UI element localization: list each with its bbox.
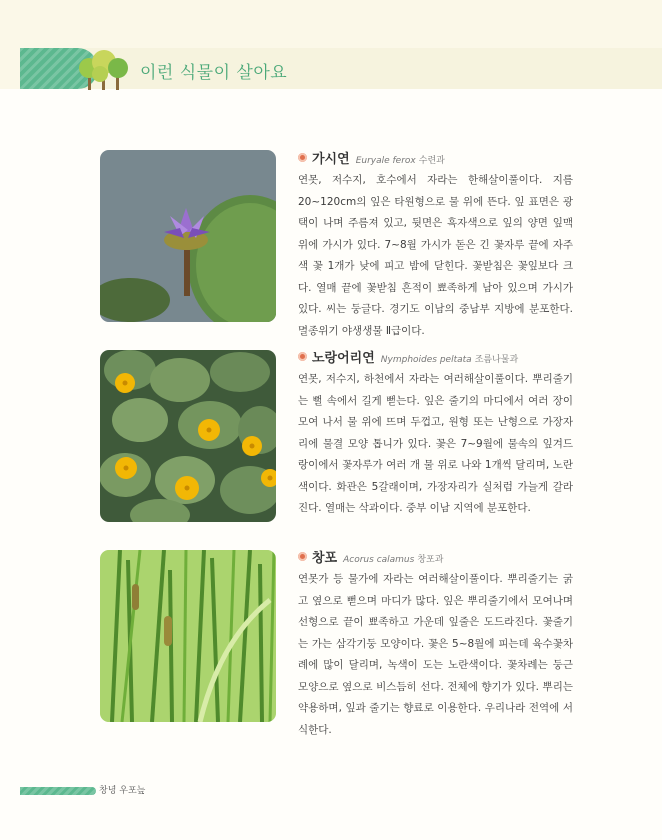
plant-korean-name: 창포	[312, 551, 338, 566]
plant-scientific-name: Euryale ferox	[355, 156, 416, 166]
plant-korean-name: 가시연	[312, 152, 350, 167]
plant-family: 조름나물과	[474, 355, 519, 365]
bullet-icon	[298, 153, 307, 162]
plant-korean-name: 노랑어리연	[312, 351, 375, 366]
nymphoides-photo	[100, 350, 276, 522]
plant-family: 수련과	[418, 156, 445, 166]
footer-text: 창녕 우포늪	[99, 786, 146, 796]
plant-description: 연못, 저수지, 하천에서 자라는 여러해살이풀이다. 뿌리줄기는 뻘 속에서 길게 뻗는다. 잎은 줄기의 마디에서 여러 장이 모여 나서 물 위에 뜨며 두껍고, 원형 또는 난형으로 가장자리에 물결 모양 톱니가 있다. 꽃은 7~9월에 물속의 잎겨드랑이에서 꽃자루가 여러 개 물 위로 나와 1개씩 달리며, 노란색이다. 화관은 5갈래이며, 가장자리가 실처럼 가늘게 갈라진다. 열매는 삭과이다. 중부 이남 지역에 분포한다.	[298, 373, 573, 514]
plant-name-heading	[298, 148, 445, 168]
trees-icon	[78, 44, 130, 92]
bullet-icon	[298, 552, 307, 561]
page-title: 이런 식물이 살아요	[140, 63, 288, 83]
plant-family: 창포과	[417, 555, 444, 565]
plant-scientific-name: Nymphoides peltata	[380, 355, 472, 365]
plant-description: 연못, 저수지, 호수에서 자라는 한해살이풀이다. 지름 20~120cm의 잎은 타원형으로 물 위에 뜬다. 잎 표면은 광택이 나며 주름져 있고, 뒷면은 흑자색으로 잎의 양면 잎맥 위에 가시가 있다. 7~8월 가시가 돋은 긴 꽃자루 끝에 자주색 꽃 1개가 낮에 피고 밤에 닫힌다. 꽃받침은 꽃잎보다 크다. 열매 끝에 꽃받침 흔적이 뾰족하게 남아 있으며 가시가 있다. 씨는 둥글다. 경기도 이남의 중남부 지방에 분포한다. 멸종위기 야생생물 Ⅱ급이다.	[298, 174, 573, 337]
plant-name-heading	[298, 347, 518, 367]
plant-name-heading	[298, 547, 443, 567]
plant-description: 연못가 등 물가에 자라는 여러해살이풀이다. 뿌리줄기는 굵고 옆으로 뻗으며 마디가 많다. 잎은 뿌리줄기에서 모여나며 선형으로 끝이 뾰족하고 가운데 잎줄은 도드라진다. 꽃줄기는 가는 삼각기둥 모양이다. 꽃은 5~8월에 피는데 육수꽃차례에 많이 달리며, 녹색이 도는 노란색이다. 꽃차례는 둥근 모양으로 옆으로 비스듬히 선다. 전체에 향기가 있다. 뿌리는 약용하며, 잎과 줄기는 향료로 이용한다. 우리나라 전역에 서식한다.	[298, 573, 573, 736]
euryale-photo	[100, 150, 276, 322]
footer-bar	[20, 787, 96, 795]
bullet-icon	[298, 352, 307, 361]
plant-scientific-name: Acorus calamus	[343, 555, 415, 565]
acorus-photo	[100, 550, 276, 722]
